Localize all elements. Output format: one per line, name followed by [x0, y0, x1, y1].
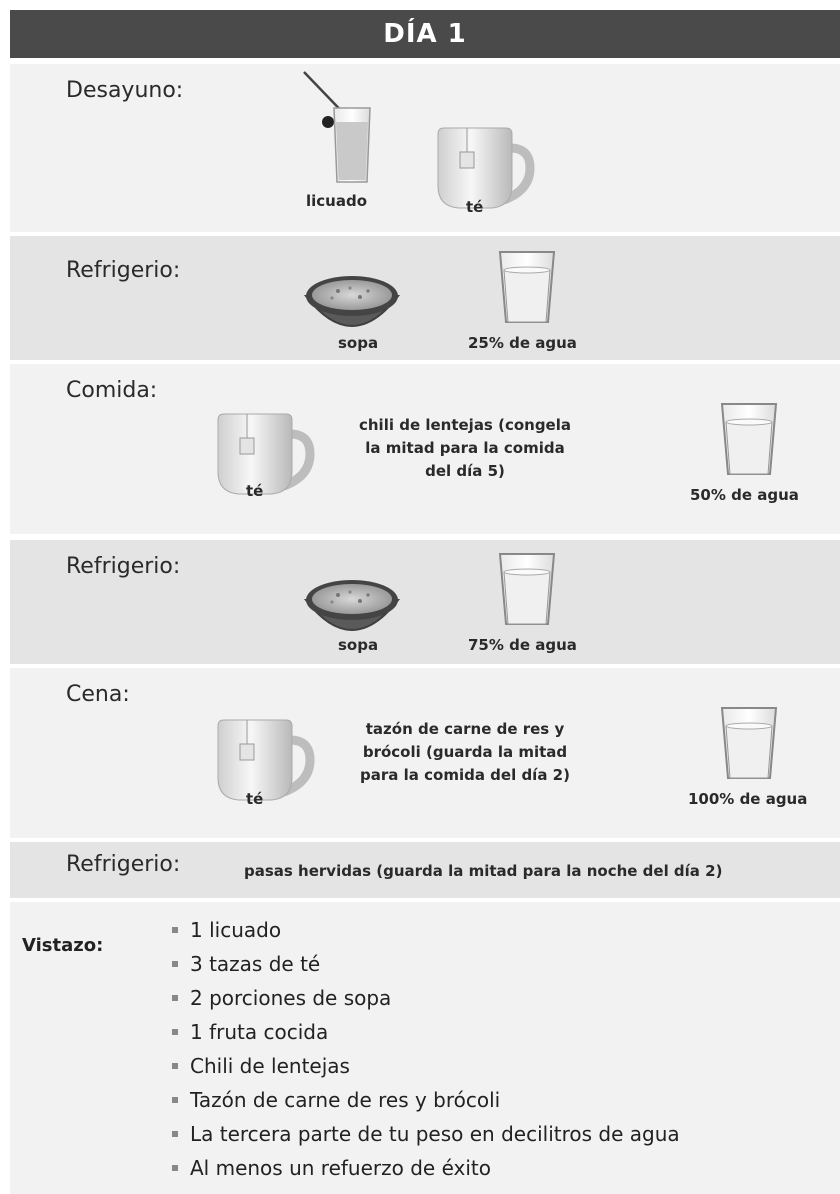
list-item: Chili de lentejas — [172, 1049, 680, 1083]
section-refrigerio-3 — [10, 842, 840, 898]
glance-list — [172, 913, 680, 1185]
section-comida — [10, 364, 840, 534]
caption-te: té — [246, 482, 264, 500]
soup-bowl-icon — [302, 570, 402, 640]
water-glass-icon — [498, 550, 556, 628]
list-item: 1 licuado — [172, 913, 680, 947]
caption-sopa: sopa — [338, 636, 379, 654]
day-header: DÍA 1 — [10, 10, 840, 58]
caption-licuado: licuado — [306, 192, 368, 210]
caption-water: 50% de agua — [690, 486, 799, 504]
water-glass-icon — [498, 248, 556, 326]
caption-te: té — [246, 790, 264, 808]
glance-label: Vistazo: — [22, 935, 104, 956]
tea-mug-icon — [432, 120, 536, 212]
meal-label: Refrigerio: — [66, 554, 181, 579]
list-item: 1 fruta cocida — [172, 1015, 680, 1049]
meal-label: Refrigerio: — [66, 258, 181, 283]
soup-bowl-icon — [302, 266, 402, 336]
list-item: 3 tazas de té — [172, 947, 680, 981]
section-refrigerio-1 — [10, 236, 840, 360]
list-item: Tazón de carne de res y brócoli — [172, 1083, 680, 1117]
meal-description: chili de lentejas (congela la mitad para la comida del día 5) — [358, 416, 571, 480]
meal-label: Comida: — [66, 378, 158, 403]
list-item: 2 porciones de sopa — [172, 981, 680, 1015]
section-desayuno — [10, 64, 840, 232]
meal-label: Refrigerio: — [66, 852, 181, 877]
caption-water: 100% de agua — [688, 790, 808, 808]
caption-water: 75% de agua — [468, 636, 577, 654]
meal-label: Cena: — [66, 682, 130, 707]
meal-description: tazón de carne de res y brócoli (guarda la mitad para la comida del día 2) — [360, 720, 570, 784]
snack-text: pasas hervidas (guarda la mitad para la noche del día 2) — [244, 862, 723, 880]
list-item: Al menos un refuerzo de éxito — [172, 1151, 680, 1185]
section-cena — [10, 668, 840, 838]
caption-water: 25% de agua — [468, 334, 577, 352]
water-glass-icon — [720, 400, 778, 478]
list-item: La tercera parte de tu peso en decilitros de agua — [172, 1117, 680, 1151]
smoothie-glass-icon — [300, 70, 380, 190]
section-refrigerio-2 — [10, 540, 840, 664]
caption-sopa: sopa — [338, 334, 379, 352]
water-glass-icon — [720, 704, 778, 782]
tea-mug-icon — [212, 712, 316, 804]
meal-label: Desayuno: — [66, 78, 184, 103]
tea-mug-icon — [212, 406, 316, 498]
caption-te: té — [466, 198, 484, 216]
